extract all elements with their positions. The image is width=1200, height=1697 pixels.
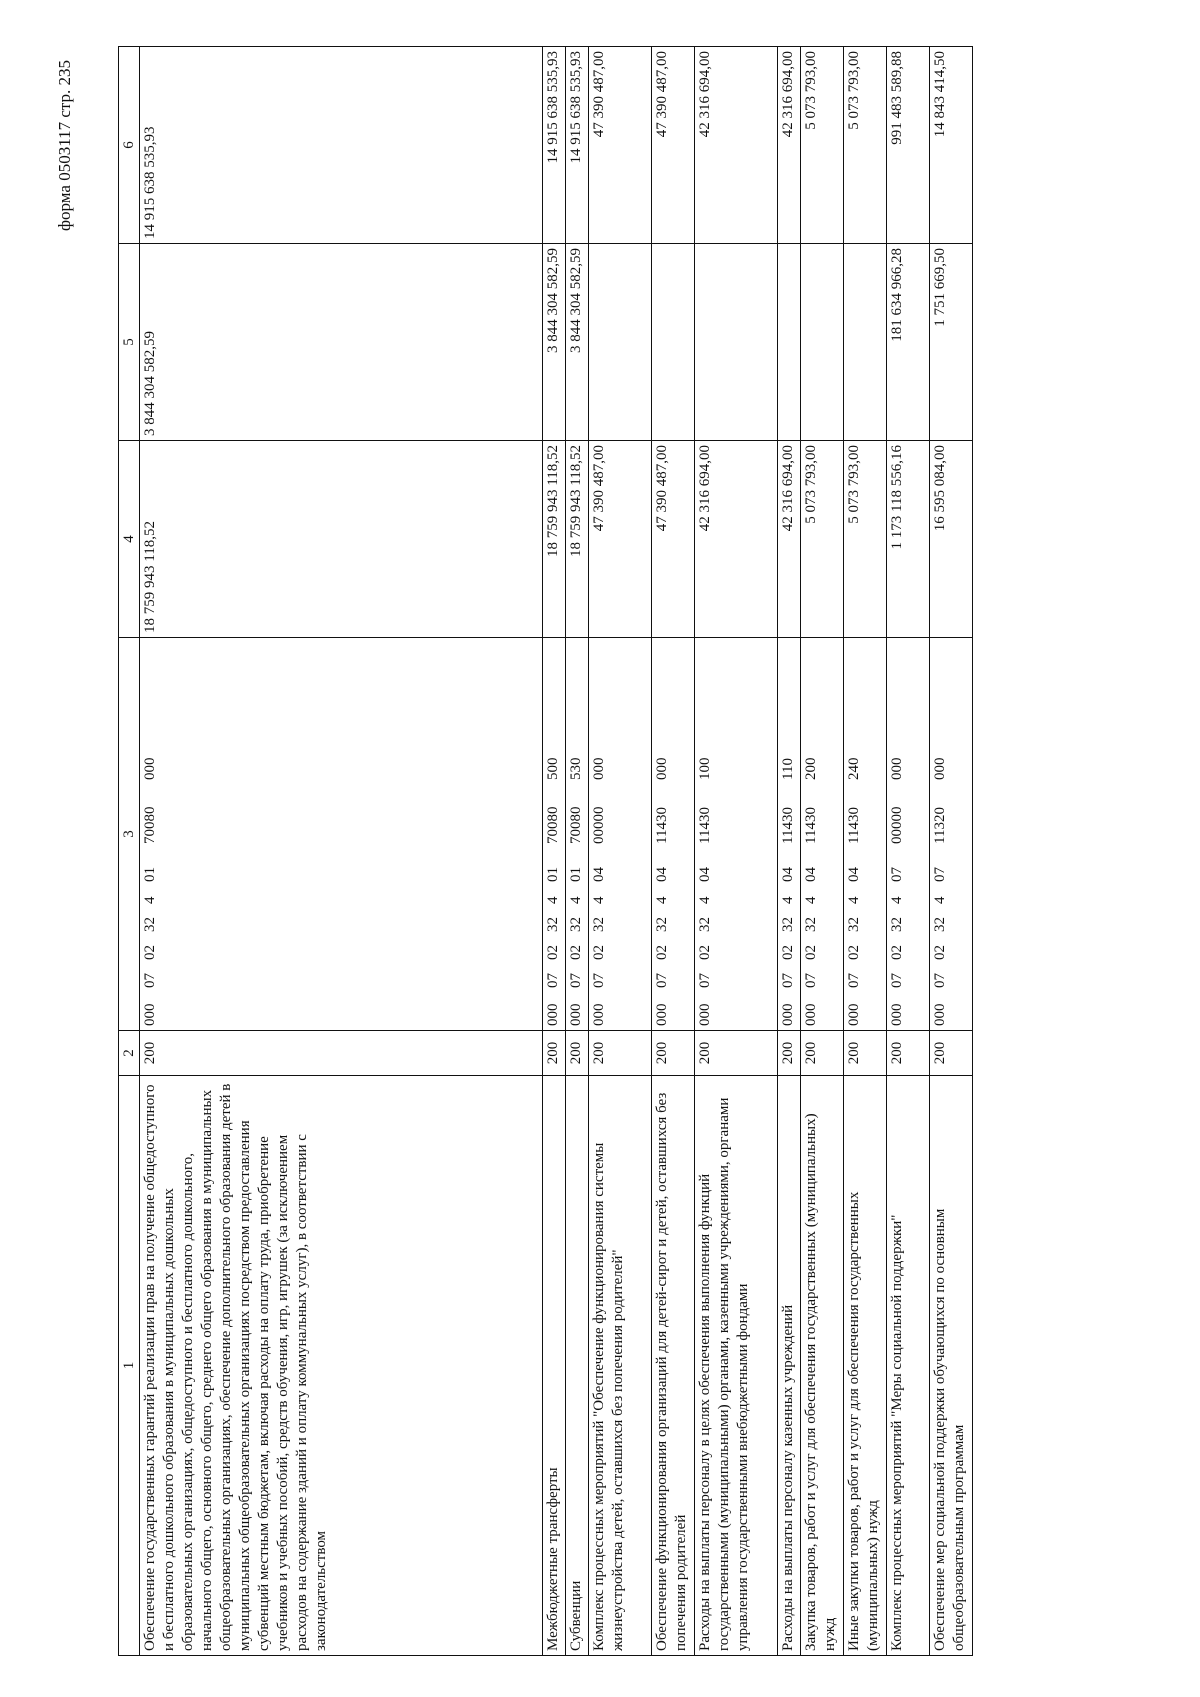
code-part: 07: [545, 973, 561, 988]
code-part: 4: [803, 896, 819, 904]
code-part: 07: [568, 973, 584, 988]
column-header: 2: [119, 1031, 140, 1076]
table-row: [887, 47, 930, 1656]
code-part: 000: [846, 1003, 862, 1026]
code-part: 000: [697, 1003, 713, 1026]
row-line-code: 200: [844, 1031, 887, 1076]
code-part: 4: [889, 896, 905, 904]
code-part: 04: [654, 867, 670, 882]
code-part: 11430: [654, 807, 670, 844]
code-part: 04: [780, 867, 796, 882]
row-name: Обеспечение мер социальной поддержки обучающихся по основным общеобразовательным программам: [930, 1076, 973, 1656]
code-part: 240: [846, 757, 862, 780]
amount-col4: 18 759 943 118,52: [140, 441, 543, 638]
column-header: 3: [119, 638, 140, 1031]
code-part: 02: [654, 945, 670, 960]
amount-col5: 1 751 669,50: [930, 244, 973, 441]
row-line-code: 200: [589, 1031, 652, 1076]
table-row: [589, 47, 652, 1656]
code-part: 02: [846, 945, 862, 960]
amount-col5: 3 844 304 582,59: [543, 244, 566, 441]
code-part: 32: [780, 917, 796, 932]
code-part: 4: [142, 896, 158, 904]
code-part: 07: [889, 973, 905, 988]
row-line-code: 200: [652, 1031, 695, 1076]
column-header: 6: [119, 47, 140, 244]
code-part: 000: [932, 757, 948, 780]
amount-col6: 14 915 638 535,93: [140, 47, 543, 244]
amount-col4: 47 390 487,00: [652, 441, 695, 638]
table-row: [140, 47, 543, 1656]
code-part: 01: [545, 867, 561, 882]
code-part: 000: [932, 1003, 948, 1026]
amount-col6: 42 316 694,00: [695, 47, 778, 244]
code-part: 100: [697, 757, 713, 780]
code-part: 07: [932, 973, 948, 988]
amount-col4: 5 073 793,00: [801, 441, 844, 638]
code-part: 000: [654, 1003, 670, 1026]
column-number-row: [119, 47, 140, 1656]
table-row: [801, 47, 844, 1656]
code-part: 11430: [846, 807, 862, 844]
code-part: 4: [780, 896, 796, 904]
code-part: 32: [591, 917, 607, 932]
amount-col6: 14 843 414,50: [930, 47, 973, 244]
code-part: 01: [142, 867, 158, 882]
row-budget-code: [566, 638, 589, 1031]
table-row: [778, 47, 801, 1656]
row-name: Комплекс процессных мероприятий "Обеспечение функционирования системы жизнеустройства детей, оставшихся без попечения родителей": [589, 1076, 652, 1656]
code-part: 70080: [545, 806, 561, 844]
row-budget-code: [695, 638, 778, 1031]
row-name: Обеспечение функционирования организаций для детей-сирот и детей, оставшихся без попечения родителей: [652, 1076, 695, 1656]
code-part: 70080: [568, 806, 584, 844]
code-part: 32: [697, 917, 713, 932]
row-name: Обеспечение государственных гарантий реализации прав на получение общедоступного и бесплатного дошкольного образования в муниципальных дошкольных образовательных организациях, общедоступного и бесплатного дошкольного, начального общего, основного общего, среднего общего образования в муниципальных общеобразовательных организациях, обеспечение дополнительного образования детей в муниципальных общеобразовательных организациях посредством предоставления субвенций местным бюджетам, включая расходы на оплату труда, приобретение учебников и учебных пособий, средств обучения, игр, игрушек (за исключением расходов на содержание зданий и оплату коммунальных услуг), в соответствии с законодательством: [140, 1076, 543, 1656]
row-name: Межбюджетные трансферты: [543, 1076, 566, 1656]
code-part: 32: [846, 917, 862, 932]
column-header: 1: [119, 1076, 140, 1656]
code-part: 07: [654, 973, 670, 988]
code-part: 07: [697, 973, 713, 988]
row-budget-code: [930, 638, 973, 1031]
code-part: 32: [803, 917, 819, 932]
amount-col6: 5 073 793,00: [844, 47, 887, 244]
code-part: 4: [697, 896, 713, 904]
code-part: 04: [697, 867, 713, 882]
code-part: 000: [142, 1003, 158, 1026]
code-part: 000: [568, 1003, 584, 1026]
code-part: 4: [846, 896, 862, 904]
code-part: 000: [591, 757, 607, 780]
row-line-code: 200: [801, 1031, 844, 1076]
code-part: 01: [568, 867, 584, 882]
code-part: 02: [697, 945, 713, 960]
table-row: [695, 47, 778, 1656]
row-budget-code: [589, 638, 652, 1031]
row-name: Субвенции: [566, 1076, 589, 1656]
code-part: 000: [889, 757, 905, 780]
table-row: [543, 47, 566, 1656]
table-row: [844, 47, 887, 1656]
row-line-code: 200: [140, 1031, 543, 1076]
code-part: 200: [803, 757, 819, 780]
code-part: 4: [568, 896, 584, 904]
code-part: 07: [803, 973, 819, 988]
row-line-code: 200: [778, 1031, 801, 1076]
amount-col5: [778, 244, 801, 441]
code-part: 04: [803, 867, 819, 882]
amount-col6: 14 915 638 535,93: [566, 47, 589, 244]
row-line-code: 200: [695, 1031, 778, 1076]
amount-col5: [652, 244, 695, 441]
code-part: 000: [803, 1003, 819, 1026]
amount-col4: 18 759 943 118,52: [543, 441, 566, 638]
code-part: 32: [142, 917, 158, 932]
code-part: 07: [142, 973, 158, 988]
code-part: 000: [591, 1003, 607, 1026]
code-part: 000: [889, 1003, 905, 1026]
code-part: 07: [591, 973, 607, 988]
amount-col5: 3 844 304 582,59: [566, 244, 589, 441]
row-name: Расходы на выплаты персоналу в целях обеспечения выполнения функций государственными (муниципальными) органами, казенными учреждениями, органами управления государственными внебюджетными фондами: [695, 1076, 778, 1656]
row-budget-code: [543, 638, 566, 1031]
row-budget-code: [652, 638, 695, 1031]
row-line-code: 200: [930, 1031, 973, 1076]
code-part: 04: [591, 867, 607, 882]
amount-col6: 42 316 694,00: [778, 47, 801, 244]
code-part: 00000: [889, 806, 905, 844]
table-row: [566, 47, 589, 1656]
code-part: 500: [545, 757, 561, 780]
amount-col5: 3 844 304 582,59: [140, 244, 543, 441]
code-part: 11430: [803, 807, 819, 844]
amount-col5: [695, 244, 778, 441]
table-row: [930, 47, 973, 1656]
row-name: Комплекс процессных мероприятий "Меры социальной поддержки": [887, 1076, 930, 1656]
budget-report-table: [118, 46, 973, 1656]
amount-col5: 181 634 966,28: [887, 244, 930, 441]
row-name: Расходы на выплаты персоналу казенных учреждений: [778, 1076, 801, 1656]
amount-col5: [801, 244, 844, 441]
amount-col6: 991 483 589,88: [887, 47, 930, 244]
code-part: 02: [803, 945, 819, 960]
amount-col4: 18 759 943 118,52: [566, 441, 589, 638]
code-part: 02: [932, 945, 948, 960]
code-part: 000: [654, 757, 670, 780]
code-part: 07: [889, 867, 905, 882]
row-budget-code: [140, 638, 543, 1031]
code-part: 530: [568, 757, 584, 780]
amount-col5: [589, 244, 652, 441]
code-part: 32: [932, 917, 948, 932]
row-budget-code: [778, 638, 801, 1031]
amount-col6: 14 915 638 535,93: [543, 47, 566, 244]
code-part: 110: [780, 758, 796, 780]
code-part: 07: [932, 867, 948, 882]
code-part: 32: [889, 917, 905, 932]
column-header: 5: [119, 244, 140, 441]
table-row: [652, 47, 695, 1656]
amount-col4: 42 316 694,00: [695, 441, 778, 638]
row-budget-code: [801, 638, 844, 1031]
amount-col4: 1 173 118 556,16: [887, 441, 930, 638]
amount-col4: 5 073 793,00: [844, 441, 887, 638]
code-part: 4: [654, 896, 670, 904]
column-header: 4: [119, 441, 140, 638]
code-part: 02: [142, 945, 158, 960]
amount-col4: 42 316 694,00: [778, 441, 801, 638]
code-part: 11430: [780, 807, 796, 844]
code-part: 32: [568, 917, 584, 932]
code-part: 11320: [932, 807, 948, 844]
amount-col4: 47 390 487,00: [589, 441, 652, 638]
form-label: форма 0503117 стр. 235: [55, 60, 74, 231]
amount-col6: 47 390 487,00: [589, 47, 652, 244]
code-part: 07: [780, 973, 796, 988]
code-part: 02: [591, 945, 607, 960]
code-part: 02: [780, 945, 796, 960]
amount-col6: 47 390 487,00: [652, 47, 695, 244]
row-line-code: 200: [887, 1031, 930, 1076]
row-line-code: 200: [566, 1031, 589, 1076]
row-name: Закупка товаров, работ и услуг для обеспечения государственных (муниципальных) нужд: [801, 1076, 844, 1656]
row-budget-code: [844, 638, 887, 1031]
code-part: 000: [780, 1003, 796, 1026]
code-part: 70080: [142, 806, 158, 844]
amount-col5: [844, 244, 887, 441]
amount-col6: 5 073 793,00: [801, 47, 844, 244]
row-name: Иные закупки товаров, работ и услуг для обеспечения государственных (муниципальных) нужд: [844, 1076, 887, 1656]
code-part: 32: [654, 917, 670, 932]
code-part: 02: [889, 945, 905, 960]
code-part: 000: [142, 757, 158, 780]
code-part: 00000: [591, 806, 607, 844]
code-part: 4: [545, 896, 561, 904]
code-part: 4: [932, 896, 948, 904]
code-part: 02: [568, 945, 584, 960]
code-part: 000: [545, 1003, 561, 1026]
code-part: 07: [846, 973, 862, 988]
code-part: 11430: [697, 807, 713, 844]
code-part: 4: [591, 896, 607, 904]
code-part: 04: [846, 867, 862, 882]
code-part: 32: [545, 917, 561, 932]
code-part: 02: [545, 945, 561, 960]
amount-col4: 16 595 084,00: [930, 441, 973, 638]
row-budget-code: [887, 638, 930, 1031]
row-line-code: 200: [543, 1031, 566, 1076]
